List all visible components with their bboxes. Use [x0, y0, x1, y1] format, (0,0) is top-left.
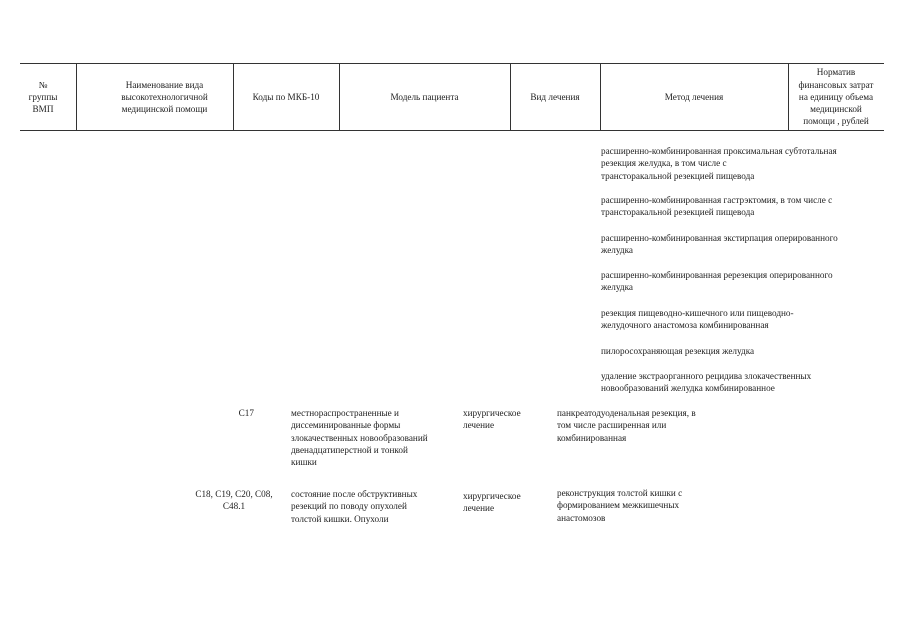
- header-treatment-method: Метод лечения: [664, 91, 724, 102]
- row-treatment-method: панкреатодуоденальная резекция, в том числе расширенная или комбинированная: [557, 408, 696, 443]
- header-patient-model: Модель пациента: [390, 91, 459, 102]
- method-item: расширенно-комбинированная ререзекция оперированного желудка: [601, 270, 833, 293]
- method-item: расширенно-комбинированная гастрэктомия, в том числе с трансторакальной резекцией пищевода: [601, 195, 833, 218]
- method-item: расширенно-комбинированная экстирпация оперированного желудка: [601, 233, 838, 256]
- row-icd-codes: C17: [238, 408, 254, 418]
- row-treatment-type: хирургическое лечение: [463, 491, 521, 514]
- row-treatment-method: реконструкция толстой кишки с формированием межкишечных анастомозов: [557, 488, 683, 523]
- method-item: удаление экстраорганного рецидива злокачественных новообразований желудка комбинированное: [601, 371, 812, 394]
- method-item: расширенно-комбинированная проксимальная субтотальная резекция желудка, в том числе с трансторакальной резекцией пищевода: [601, 146, 837, 181]
- row-patient-model: состояние после обструктивных резекций по поводу опухолей толстой кишки. Опухоли: [291, 489, 418, 524]
- header-cost-norm: Норматив финансовых затрат на единицу объема медицинской помощи , рублей: [798, 67, 874, 127]
- header-icd-codes: Коды по МКБ-10: [252, 91, 320, 102]
- method-item: пилоросохраняющая резекция желудка: [601, 346, 755, 356]
- header-group-number: № группы ВМП: [28, 79, 58, 115]
- header-treatment-type: Вид лечения: [530, 91, 580, 102]
- header-care-type: Наименование вида высокотехнологичной медицинской помощи: [121, 79, 208, 115]
- method-item: резекция пищеводно-кишечного или пищеводно- желудочного анастомоза комбинированная: [601, 308, 794, 331]
- row-treatment-type: хирургическое лечение: [463, 408, 521, 431]
- row-patient-model: местнораспространенные и диссеминированные формы злокачественных новообразований двенадцатиперстной и тонкой кишки: [291, 408, 428, 468]
- table-header: [20, 63, 884, 131]
- row-icd-codes: C18, C19, C20, C08, C48.1: [195, 489, 273, 512]
